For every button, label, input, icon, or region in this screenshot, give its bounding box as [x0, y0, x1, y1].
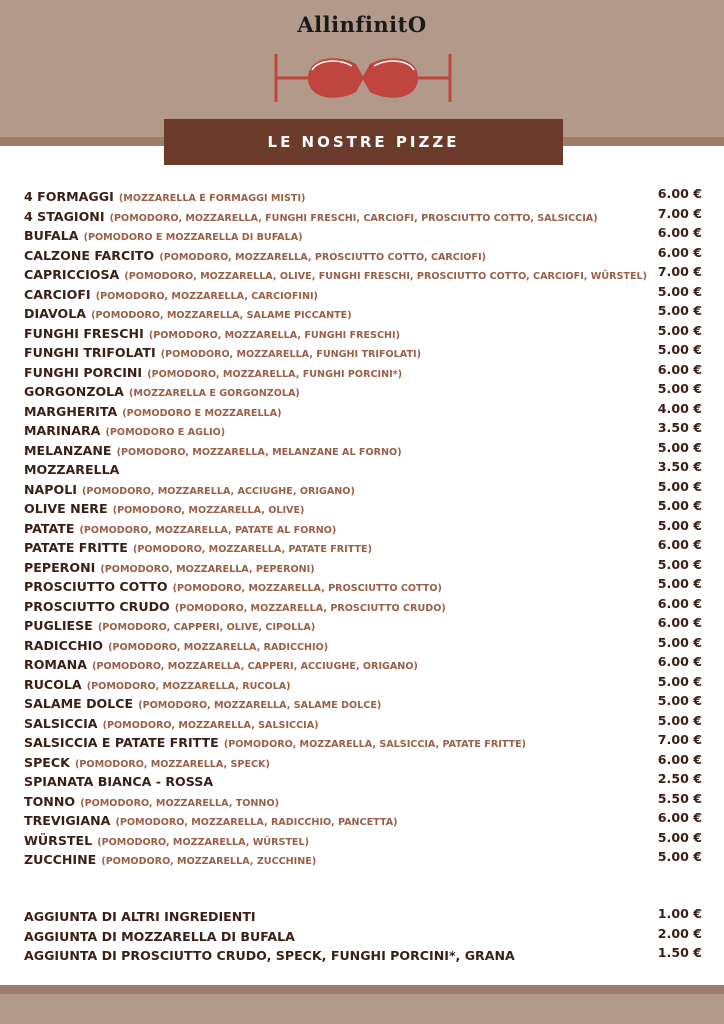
- item-price: 5.00 €: [657, 576, 702, 591]
- item-name: SPIANATA BIANCA - ROSSA: [24, 774, 214, 789]
- item-price: 4.00 €: [657, 400, 702, 416]
- item-price: 6.00 €: [657, 244, 702, 260]
- item-price: 6.00 €: [657, 537, 702, 552]
- menu-item: [24, 557, 702, 577]
- item-name: MELANZANE: [24, 442, 112, 458]
- item-price: 5.00 €: [657, 634, 702, 650]
- item-price: 6.00 €: [657, 810, 702, 825]
- item-name: PROSCIUTTO COTTO: [24, 579, 168, 594]
- item-ingredients: (POMODORO, MOZZARELLA, MELANZANE AL FORNO): [116, 446, 402, 458]
- item-name: RADICCHIO: [24, 637, 103, 653]
- item-name: OLIVE NERE: [24, 501, 108, 516]
- item-ingredients: (POMODORO, MOZZARELLA, RADICCHIO): [108, 641, 329, 653]
- menu-item: [24, 245, 702, 265]
- item-ingredients: (POMODORO, MOZZARELLA, TONNO): [80, 797, 279, 809]
- item-name: AGGIUNTA DI MOZZARELLA DI BUFALA: [24, 928, 295, 944]
- menu-item: [24, 615, 702, 635]
- footer-band-edge: [0, 985, 724, 994]
- menu-item: [24, 459, 702, 479]
- item-name: 4 FORMAGGI: [24, 189, 114, 204]
- item-name: SALAME DOLCE: [24, 696, 134, 711]
- menu-item: [24, 906, 702, 926]
- page-title: LE NOSTRE PIZZE: [164, 119, 563, 165]
- item-name: FUNGHI TRIFOLATI: [24, 345, 156, 360]
- item-price: 6.00 €: [657, 615, 702, 630]
- item-price: 5.00 €: [657, 849, 702, 864]
- menu-item: [24, 771, 702, 791]
- item-name: ZUCCHINE: [24, 852, 97, 867]
- item-ingredients: (POMODORO, MOZZARELLA, FUNGHI PORCINI*): [147, 368, 403, 380]
- item-price: 5.50 €: [657, 790, 702, 806]
- menu-item: [24, 303, 702, 323]
- menu-item: [24, 323, 702, 343]
- item-ingredients: (MOZZARELLA E GORGONZOLA): [129, 388, 300, 399]
- menu-item: [24, 849, 702, 869]
- item-ingredients: (POMODORO, MOZZARELLA, PATATE FRITTE): [132, 544, 372, 555]
- item-price: 5.00 €: [657, 478, 702, 494]
- item-name: TREVIGIANA: [24, 813, 111, 828]
- menu-item: [24, 420, 702, 440]
- menu-item: [24, 576, 702, 596]
- menu-item: [24, 381, 702, 401]
- menu-item: [24, 362, 702, 382]
- menu-item: [24, 926, 702, 946]
- item-ingredients: (POMODORO, MOZZARELLA, PROSCIUTTO COTTO, CARCIOFI): [159, 251, 487, 263]
- item-price: 5.00 €: [657, 283, 702, 299]
- menu-item: [24, 186, 702, 206]
- item-ingredients: (POMODORO, MOZZARELLA, ZUCCHINE): [101, 856, 317, 867]
- item-price: 7.00 €: [657, 205, 702, 221]
- item-name: MARGHERITA: [24, 403, 118, 419]
- item-name: FUNGHI FRESCHI: [24, 325, 144, 341]
- item-price: 5.00 €: [657, 498, 702, 513]
- pizza-menu-list: [24, 186, 702, 869]
- item-name: BUFALA: [24, 228, 79, 243]
- menu-item: [24, 440, 702, 460]
- item-name: CARCIOFI: [24, 286, 91, 302]
- menu-item: [24, 264, 702, 284]
- item-price: 6.00 €: [657, 654, 702, 669]
- item-ingredients: (POMODORO, MOZZARELLA, SPECK): [75, 758, 270, 770]
- item-price: 5.00 €: [657, 439, 702, 455]
- item-price: 6.00 €: [657, 225, 702, 240]
- item-price: 1.50 €: [657, 945, 702, 960]
- item-ingredients: (POMODORO, MOZZARELLA, FUNGHI TRIFOLATI): [160, 349, 421, 360]
- menu-item: [24, 693, 702, 713]
- item-ingredients: (POMODORO, MOZZARELLA, CAPPERI, ACCIUGHE, ORIGANO): [92, 661, 418, 672]
- menu-item: [24, 810, 702, 830]
- item-price: 7.00 €: [657, 264, 702, 279]
- item-name: WÜRSTEL: [24, 832, 93, 848]
- item-ingredients: (POMODORO, MOZZARELLA, WÜRSTEL): [97, 836, 309, 848]
- item-ingredients: (POMODORO, MOZZARELLA, OLIVE): [112, 505, 305, 516]
- menu-item: [24, 284, 702, 304]
- brand-name: AllinfinitO: [297, 12, 427, 37]
- wine-glass-logo-icon: [268, 50, 458, 106]
- item-name: MOZZARELLA: [24, 462, 120, 477]
- menu-item: [24, 713, 702, 733]
- item-price: 6.00 €: [657, 595, 702, 611]
- menu-item: [24, 674, 702, 694]
- menu-item: [24, 401, 702, 421]
- item-price: 6.00 €: [657, 751, 702, 767]
- item-ingredients: (POMODORO, MOZZARELLA, RUCOLA): [86, 680, 291, 692]
- item-ingredients: (MOZZARELLA E FORMAGGI MISTI): [118, 193, 306, 204]
- item-name: FUNGHI PORCINI: [24, 364, 143, 380]
- item-ingredients: (POMODORO, MOZZARELLA, PATATE AL FORNO): [79, 524, 337, 536]
- item-ingredients: (POMODORO, MOZZARELLA, SALAME PICCANTE): [91, 310, 352, 321]
- menu-item: [24, 206, 702, 226]
- item-name: TONNO: [24, 793, 76, 809]
- item-price: 1.00 €: [657, 906, 702, 921]
- item-price: 5.00 €: [657, 303, 702, 318]
- item-price: 5.00 €: [657, 673, 702, 689]
- menu-item: [24, 830, 702, 850]
- item-price: 3.50 €: [657, 459, 702, 474]
- item-name: DIAVOLA: [24, 306, 87, 321]
- item-ingredients: (POMODORO, MOZZARELLA, FUNGHI FRESCHI): [148, 329, 400, 341]
- menu-item: [24, 945, 702, 965]
- item-ingredients: (POMODORO, MOZZARELLA, ACCIUGHE, ORIGANO): [82, 485, 355, 497]
- item-price: 2.50 €: [657, 771, 702, 786]
- menu-item: [24, 732, 702, 752]
- menu-item: [24, 225, 702, 245]
- item-price: 5.00 €: [657, 381, 702, 396]
- item-price: 3.50 €: [657, 420, 702, 435]
- item-ingredients: (POMODORO, MOZZARELLA, PROSCIUTTO CRUDO): [174, 602, 446, 614]
- item-name: PROSCIUTTO CRUDO: [24, 598, 170, 614]
- item-name: PATATE FRITTE: [24, 540, 128, 555]
- item-ingredients: (POMODORO, MOZZARELLA, OLIVE, FUNGHI FRESCHI, PROSCIUTTO COTTO, CARCIOFI, WÜRSTEL): [124, 271, 648, 282]
- menu-item: [24, 791, 702, 811]
- menu-item: [24, 518, 702, 538]
- item-ingredients: (POMODORO, MOZZARELLA, PROSCIUTTO COTTO): [172, 583, 442, 594]
- item-ingredients: (POMODORO E MOZZARELLA DI BUFALA): [83, 232, 303, 243]
- item-price: 5.00 €: [657, 556, 702, 572]
- menu-item: [24, 479, 702, 499]
- item-ingredients: (POMODORO E AGLIO): [105, 427, 226, 438]
- item-name: SALSICCIA: [24, 715, 98, 731]
- menu-item: [24, 342, 702, 362]
- item-price: 7.00 €: [657, 732, 702, 747]
- menu-item: [24, 635, 702, 655]
- item-price: 2.00 €: [657, 925, 702, 941]
- menu-item: [24, 537, 702, 557]
- item-ingredients: (POMODORO E MOZZARELLA): [122, 407, 282, 419]
- menu-item: [24, 654, 702, 674]
- item-price: 5.00 €: [657, 693, 702, 708]
- item-price: 6.00 €: [657, 186, 702, 201]
- item-name: PATATE: [24, 520, 75, 536]
- item-ingredients: (POMODORO, MOZZARELLA, SALAME DOLCE): [138, 700, 382, 711]
- item-name: SPECK: [24, 754, 70, 770]
- item-name: GORGONZOLA: [24, 384, 124, 399]
- item-name: MARINARA: [24, 423, 101, 438]
- item-name: PUGLIESE: [24, 618, 93, 633]
- item-ingredients: (POMODORO, CAPPERI, OLIVE, CIPOLLA): [97, 622, 316, 633]
- item-price: 5.00 €: [657, 829, 702, 845]
- item-name: CAPRICCIOSA: [24, 267, 120, 282]
- item-ingredients: (POMODORO, MOZZARELLA, SALSICCIA): [102, 719, 319, 731]
- item-name: RUCOLA: [24, 676, 82, 692]
- item-name: PEPERONI: [24, 559, 96, 575]
- menu-item: [24, 596, 702, 616]
- extras-list: [24, 906, 702, 965]
- item-price: 5.00 €: [657, 342, 702, 357]
- item-name: SALSICCIA E PATATE FRITTE: [24, 735, 219, 750]
- item-name: NAPOLI: [24, 481, 77, 497]
- item-ingredients: (POMODORO, MOZZARELLA, PEPERONI): [100, 563, 315, 575]
- item-ingredients: (POMODORO, MOZZARELLA, CARCIOFINI): [95, 290, 318, 302]
- item-ingredients: (POMODORO, MOZZARELLA, FUNGHI FRESCHI, CARCIOFI, PROSCIUTTO COTTO, SALSICCIA): [109, 212, 598, 224]
- item-name: ROMANA: [24, 657, 87, 672]
- item-name: CALZONE FARCITO: [24, 247, 155, 263]
- menu-item: [24, 498, 702, 518]
- item-name: 4 STAGIONI: [24, 208, 105, 224]
- item-ingredients: (POMODORO, MOZZARELLA, SALSICCIA, PATATE FRITTE): [223, 739, 527, 750]
- menu-item: [24, 752, 702, 772]
- item-price: 5.00 €: [657, 712, 702, 728]
- item-price: 6.00 €: [657, 361, 702, 377]
- item-name: AGGIUNTA DI PROSCIUTTO CRUDO, SPECK, FUNGHI PORCINI*, GRANA: [24, 948, 515, 963]
- item-name: AGGIUNTA DI ALTRI INGREDIENTI: [24, 909, 256, 924]
- item-price: 5.00 €: [657, 517, 702, 533]
- item-price: 5.00 €: [657, 322, 702, 338]
- item-ingredients: (POMODORO, MOZZARELLA, RADICCHIO, PANCETTA): [115, 817, 398, 828]
